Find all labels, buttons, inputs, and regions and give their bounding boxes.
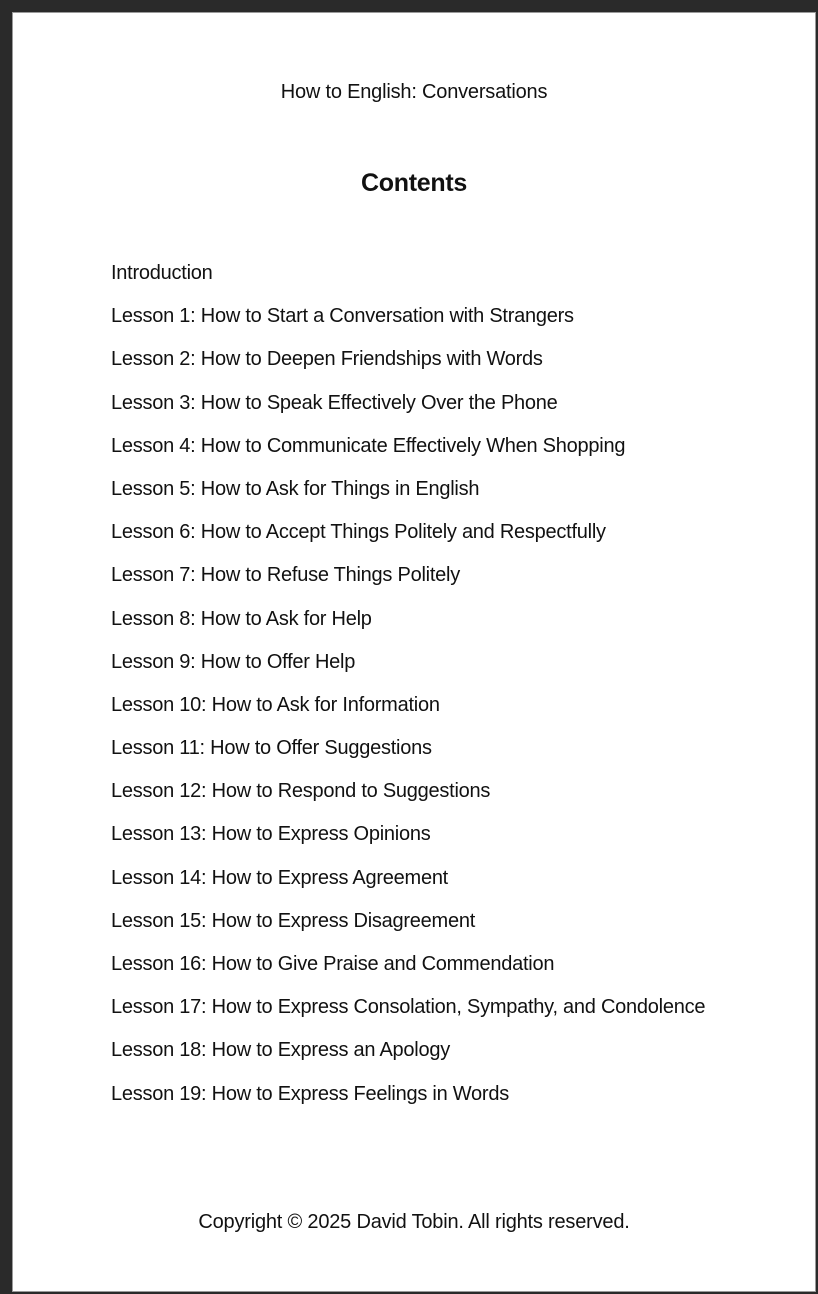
toc-entry-lesson-9[interactable]: Lesson 9: How to Offer Help bbox=[111, 650, 356, 673]
toc-entry-lesson-5[interactable]: Lesson 5: How to Ask for Things in English bbox=[111, 477, 480, 500]
copyright-footer: Copyright © 2025 David Tobin. All rights reserved. bbox=[198, 1211, 630, 1233]
toc-entry-lesson-3[interactable]: Lesson 3: How to Speak Effectively Over the Phone bbox=[111, 391, 558, 414]
running-header: How to English: Conversations bbox=[280, 81, 548, 103]
toc-entry-lesson-2[interactable]: Lesson 2: How to Deepen Friendships with Words bbox=[111, 348, 543, 371]
toc-entry-lesson-19[interactable]: Lesson 19: How to Express Feelings in Words bbox=[111, 1082, 509, 1105]
toc-entry-lesson-6[interactable]: Lesson 6: How to Accept Things Politely and Respectfully bbox=[111, 521, 606, 544]
document-page bbox=[12, 12, 816, 1292]
table-of-contents bbox=[111, 259, 705, 1123]
toc-entry-lesson-17[interactable]: Lesson 17: How to Express Consolation, Sympathy, and Condolence bbox=[111, 996, 706, 1019]
toc-entry-lesson-12[interactable]: Lesson 12: How to Respond to Suggestions bbox=[111, 780, 491, 803]
toc-entry-lesson-13[interactable]: Lesson 13: How to Express Opinions bbox=[111, 823, 431, 846]
toc-entry-lesson-14[interactable]: Lesson 14: How to Express Agreement bbox=[111, 866, 448, 889]
contents-heading: Contents bbox=[361, 169, 467, 197]
toc-entry-lesson-1[interactable]: Lesson 1: How to Start a Conversation with Strangers bbox=[111, 305, 574, 328]
toc-entry-lesson-15[interactable]: Lesson 15: How to Express Disagreement bbox=[111, 909, 476, 932]
toc-entry-lesson-18[interactable]: Lesson 18: How to Express an Apology bbox=[111, 1039, 450, 1062]
toc-entry-lesson-16[interactable]: Lesson 16: How to Give Praise and Commendation bbox=[111, 953, 555, 975]
toc-entry-lesson-4[interactable]: Lesson 4: How to Communicate Effectively When Shopping bbox=[111, 434, 626, 457]
toc-entry-lesson-7[interactable]: Lesson 7: How to Refuse Things Politely bbox=[111, 564, 460, 587]
toc-entry-lesson-10[interactable]: Lesson 10: How to Ask for Information bbox=[111, 693, 440, 716]
toc-entry-introduction[interactable]: Introduction bbox=[111, 262, 213, 284]
toc-entry-lesson-11[interactable]: Lesson 11: How to Offer Suggestions bbox=[111, 737, 432, 760]
toc-entry-lesson-8[interactable]: Lesson 8: How to Ask for Help bbox=[111, 607, 372, 630]
